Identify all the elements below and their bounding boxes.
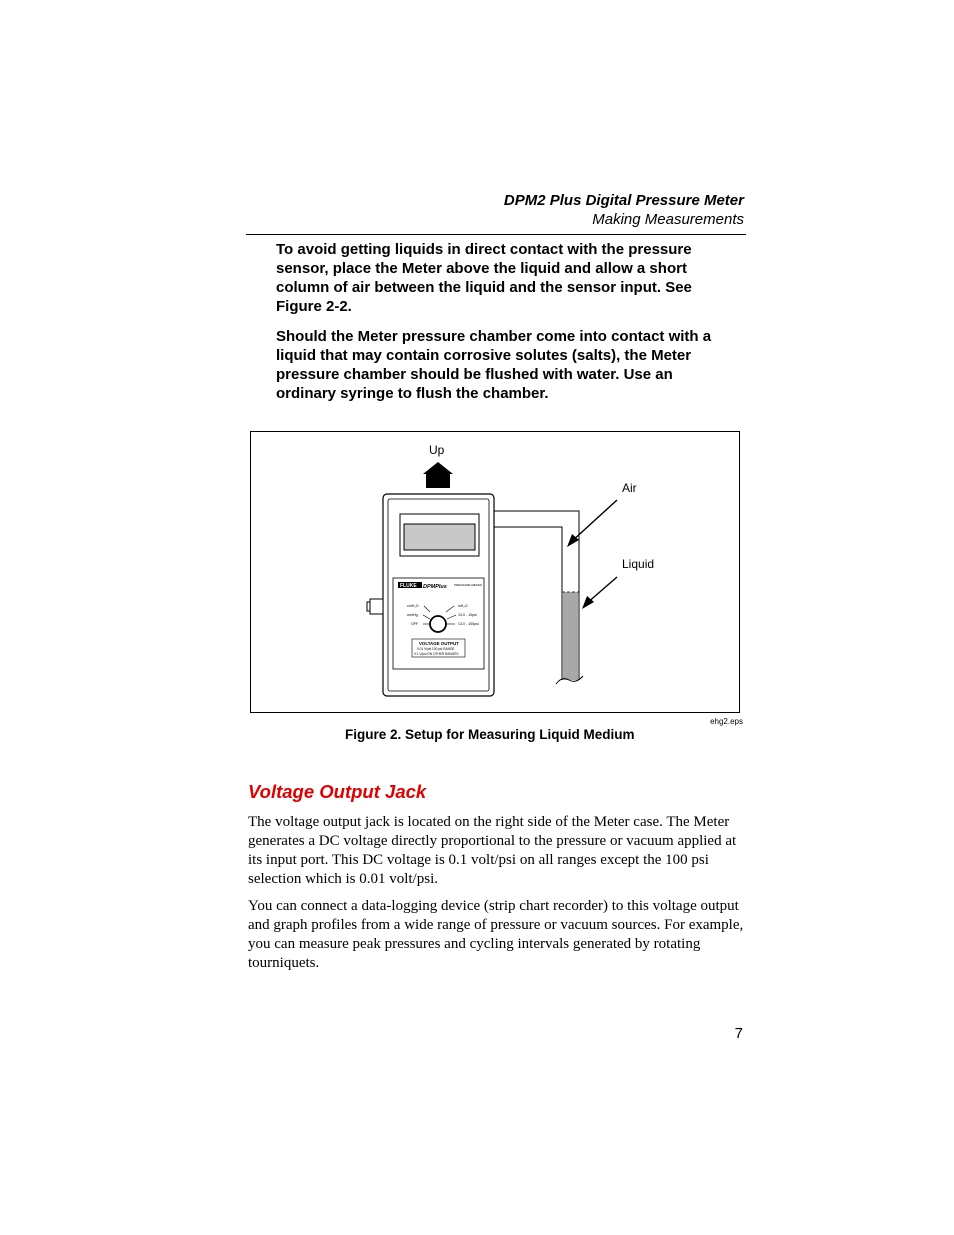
warning-paragraph-1: To avoid getting liquids in direct contact with the pressure sensor, place the Meter above the liquid and allow a short column of air between the liquid and the sensor input. See Figure 2-2. <box>276 241 692 315</box>
dial-label-left-1: cmH₂O <box>407 604 419 608</box>
voltage-output-line-1: 0.01 V/psi 100 psi RANGE <box>417 647 455 651</box>
air-label: Air <box>622 481 637 495</box>
up-arrow-icon <box>423 462 453 488</box>
range-dial-icon <box>430 616 446 632</box>
dial-label-right-2: 13.0 - 10psi <box>458 613 477 617</box>
up-label: Up <box>429 443 445 457</box>
dial-label-left-2: mmHg <box>407 613 418 617</box>
dial-label-left-3: OFF <box>411 622 419 626</box>
figure-caption: Figure 2. Setup for Measuring Liquid Medium <box>345 727 635 742</box>
liquid-label: Liquid <box>622 557 655 571</box>
voltage-jack-icon <box>370 599 383 614</box>
header-title: DPM2 Plus Digital Pressure Meter <box>503 192 744 209</box>
liquid-column <box>563 592 578 680</box>
voltage-output-line-2: 0.1 V/psi ON OTHER RANGES <box>414 652 459 656</box>
tube-inner <box>494 527 562 680</box>
page-number: 7 <box>734 1025 743 1042</box>
meter-display <box>404 524 475 550</box>
figure-liquid-setup <box>250 431 740 713</box>
figure-file-name: ehg2.eps <box>710 717 743 726</box>
warning-paragraph-2: Should the Meter pressure chamber come into contact with a liquid that may contain corrosive solutes (salts), the Meter pressure chamber should be flushed with water. Use an ordinary syringe to flush the chamber. <box>276 328 712 402</box>
header-subtitle: Making Measurements <box>592 211 744 228</box>
running-header <box>504 191 744 229</box>
meter-brand: FLUKE <box>400 583 417 589</box>
meter-model-suffix: PRESSURE METER <box>454 583 482 587</box>
body-paragraph-1: The voltage output jack is located on the right side of the Meter case. The Meter generates a DC voltage directly proportional to the pressure or vacuum applied at its input port. This DC voltage is 0.1 volt/psi on all ranges except the 100 psi selection which is 0.01 volt/psi. <box>248 814 737 887</box>
body-paragraph-2: You can connect a data-logging device (strip chart recorder) to this voltage output and graph profiles from a wide range of pressure or vacuum sources. For example, you can measure peak pressures and cycling intervals generated by rotating tourniquets. <box>248 898 744 971</box>
setup-illustration <box>251 432 741 714</box>
dial-label-right-1: inH₂O <box>458 604 468 608</box>
meter-model: DPMPlus <box>423 584 447 590</box>
voltage-output-title: VOLTAGE OUTPUT <box>419 641 459 646</box>
section-heading: Voltage Output Jack <box>248 781 427 802</box>
dial-label-right-3: 13.0 - 100psi <box>458 622 479 626</box>
header-rule <box>246 234 746 235</box>
